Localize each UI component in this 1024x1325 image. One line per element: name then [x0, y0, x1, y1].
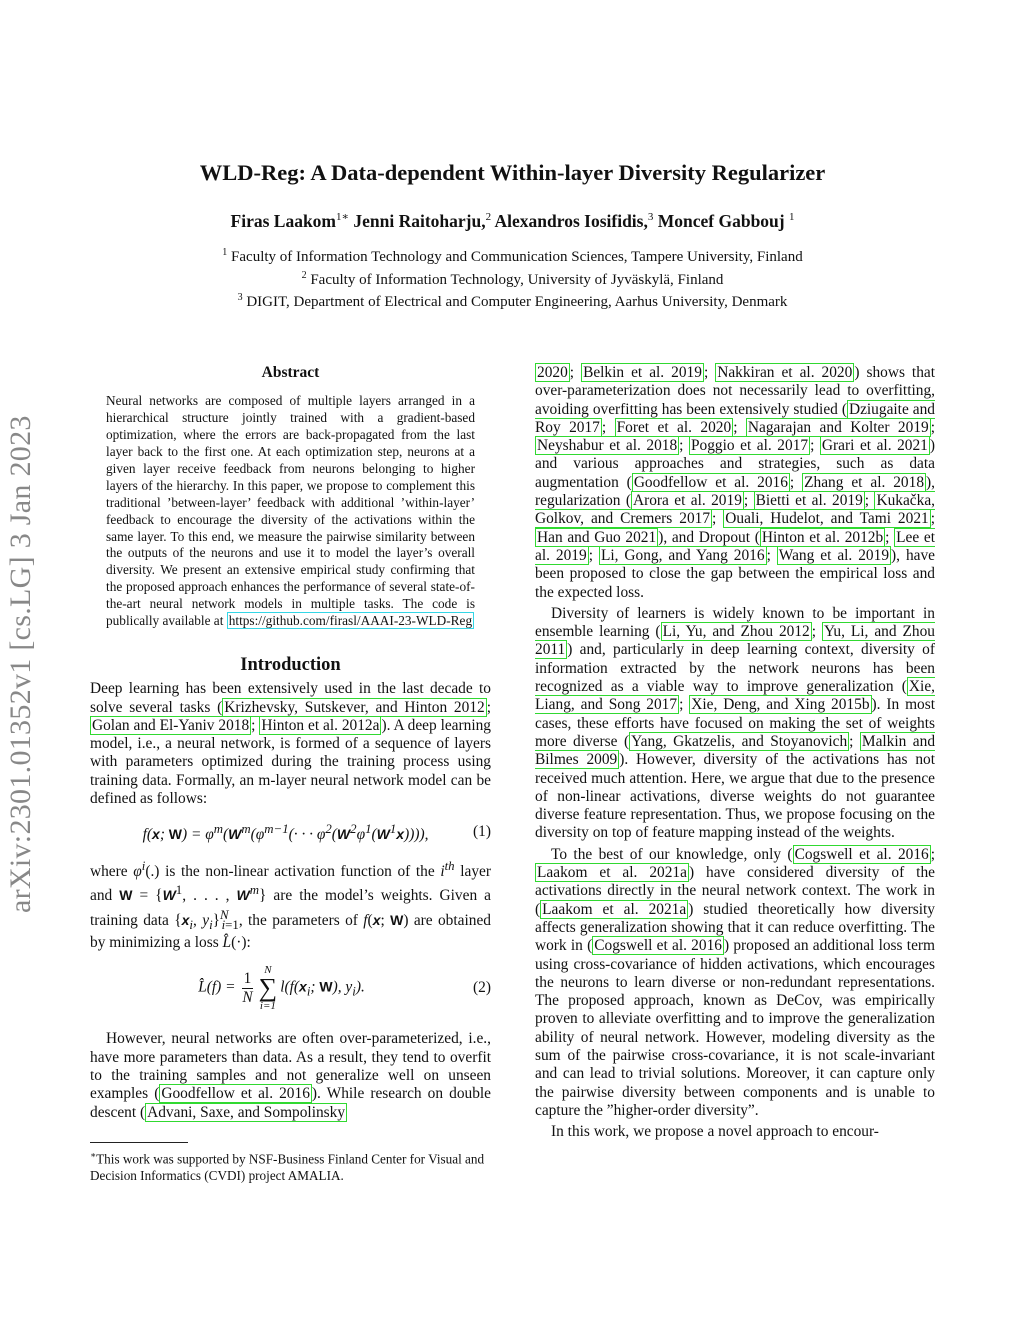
- citation-link[interactable]: Goodfellow et al. 2016: [633, 473, 788, 491]
- citation-link[interactable]: Bietti et al. 2019: [755, 492, 863, 510]
- citation-link[interactable]: Li, Gong, and Yang 2016: [600, 546, 765, 564]
- citation-link[interactable]: Hinton et al. 2012a: [261, 716, 380, 734]
- citation-link[interactable]: Yu, Li, and Zhou 2011: [535, 623, 936, 659]
- right-column: [535, 364, 935, 1141]
- paper-title: WLD-Reg: A Data-dependent Within-layer Diversity Regularizer: [199, 160, 826, 185]
- author-affil-mark: 2: [485, 211, 492, 223]
- affiliation-line: $^1$ Faculty of Information Technology and Communication Sciences, Tampere University, Finland: [222, 247, 803, 265]
- body-paragraph: 2020 ; Belkin et al. 2019 ; Nakkiran et al. 2020 ) shows that over-parameterization does not necessarily lead to overfitting, avoiding overfitting has been extensively studied ( Dziugaite and Roy 2017 ; Foret et al. 2020 ; Nagarajan and Kolter 2019 ; Neyshabur et al. 2018 ; Poggio et al. 2017 ; Grari et al. 2021 ) and various approaches and strategies, such as data augmentation ( Goodfellow et al. 2016 ; Zhang et al. 2018 ), regularization ( Arora et al. 2019 ; Bietti et al. 2019 ; Kukačka, Golkov, and Cremers 2017 ; Ouali, Hudelot, and Tami 2021 ; Han and Guo 2021 ), and Dropout ( Hinton et al. 2012b ; Lee et al. 2019 ; Li, Gong, and Yang 2016 ; Wang et al. 2019 ), have been proposed to close the gap between the empirical loss and the expected loss.: [535, 364, 936, 601]
- citation-link[interactable]: Golan and El-Yaniv 2018: [92, 716, 250, 734]
- citation-link[interactable]: Malkin and Bilmes 2009: [535, 732, 936, 769]
- citation-link[interactable]: Goodfellow et al. 2016: [161, 1085, 310, 1103]
- intro-paragraph: where $\varphi^i(.)$ is the non-linear activation function of the $i^{th}$ layer and $W = \{W^1$, . . . , $W^m$} are the model’s weights. Given a training data {$x_i$, $y_i\}^N_{i=1}$, the parameters of f(x; W) are obtained by minimizing a loss L̂(·):: [90, 858, 491, 952]
- abstract-text: Neural networks are composed of multiple layers arranged in a hierarchical structure jointly trained with a gradient-based optimization, where the errors are back-propagated from the last layer back to the first one. At each optimization step, neurons at a given layer receive feedback from neurons belonging to higher layers of the hierarchy. In this paper, we propose to complement this traditional ’between-layer’ feedback with additional ’within-layer’ feedback to encourage the diversity of the activations within the same layer. To this end, we measure the pairwise similarity between the outputs of the neurons and use it to model the layer’s overall diversity. We present an extensive empirical study confirming that the proposed approach enhances the performance of several state-of-the-art neural network models in multiple tasks. The code is publically available at https://github.com/firasl/AAAI-23-WLD-Reg: [106, 393, 475, 629]
- author-affil-mark: 1∗: [336, 211, 349, 223]
- citation-link[interactable]: Foret et al. 2020: [616, 418, 732, 436]
- intro-paragraph: However, neural networks are often over-parameterized, i.e., have more parameters than data. As a result, they tend to overfit to the training samples and not generalize well on unseen examples ( Goodfellow et al. 2016 ). While research on double descent ( Advani, Saxe, and Sompolinsky: [90, 1030, 492, 1121]
- citation-link[interactable]: Arora et al. 2019: [632, 492, 742, 510]
- equation-1: [98, 820, 491, 844]
- citation-link[interactable]: Neyshabur et al. 2018: [537, 437, 678, 455]
- citation-link[interactable]: Cogswell et al. 2016: [594, 937, 722, 955]
- citation-link[interactable]: Lee et al. 2019: [535, 528, 935, 564]
- footnote: ∗This work was supported by NSF-Business Finland Center for Visual and Decision Informatics (CVDI) project AMALIA.: [90, 1149, 485, 1183]
- equation-1-formula: f(x; $W) = \varphi^m(W^m(\varphi^{m-1}(\cdot$ · · $\varphi^2(W^2\varphi^1(W^1x))$)),: [142, 822, 429, 844]
- author-list: [90, 210, 935, 232]
- affiliations: [90, 244, 935, 312]
- citation-link[interactable]: Li, Yu, and Zhou 2012: [662, 623, 810, 641]
- footnote-rule: [90, 1142, 188, 1143]
- intro-paragraph: Deep learning has been extensively used in the last decade to solve several tasks ( Krizhevsky, Sutskever, and Hinton 2012 ; Golan and El-Yaniv 2018 ; Hinton et al. 2012a ). A deep learning model, i.e., a neural network, is formed of a sequence of layers with parameters optimized during the training process using training data. Formally, an m-layer neural network model can be defined as follows:: [90, 680, 491, 808]
- citation-link[interactable]: Laakom et al. 2021a: [542, 900, 687, 918]
- citation-link[interactable]: Xie, Liang, and Song 2017: [535, 678, 935, 714]
- code-link[interactable]: https://github.com/firasl/AAAI-23-WLD-Reg: [228, 613, 473, 629]
- citation-link[interactable]: Krizhevsky, Sutskever, and Hinton 2012: [224, 698, 485, 716]
- affiliation-line: $^3$ DIGIT, Department of Electrical and Computer Engineering, Aarhus University, Denmark: [237, 292, 788, 310]
- body-paragraph: Diversity of learners is widely known to be important in ensemble learning ( Li, Yu, and Zhou 2012 ; Yu, Li, and Zhou 2011 ) and, particularly in deep learning context, diversity of information extracted by the network neurons has been recognized as a viable way to improve generalization ( Xie, Liang, and Song 2017 ; Xie, Deng, and Xing 2015b ). In most cases, these efforts have focused on making the set of weights more diverse ( Yang, Gkatzelis, and Stoyanovich ; Malkin and Bilmes 2009 ). However, diversity of the activations has not received much attention. Here, we argue that due to the presence of non-linear activations, diverse weights do not guarantee diverse feature representation. Thus, we propose focusing on the diversity on top of feature mapping instead of the weights.: [535, 604, 936, 842]
- citation-link[interactable]: Han and Guo 2021: [537, 528, 657, 546]
- equation-2: [90, 964, 491, 1012]
- equation-number: (1): [473, 823, 491, 841]
- author-name: Alexandros Iosifidis,: [494, 210, 648, 231]
- citation-link[interactable]: Yang, Gkatzelis, and Stoyanovich: [631, 732, 848, 750]
- citation-link[interactable]: Wang et al. 2019: [778, 546, 890, 564]
- citation-link[interactable]: Zhang et al. 2018: [804, 473, 925, 491]
- citation-link[interactable]: Laakom et al. 2021a: [537, 864, 687, 882]
- author-affil-mark: 1: [788, 211, 795, 223]
- abstract-heading: Abstract: [261, 364, 320, 381]
- affiliation-line: $^2$ Faculty of Information Technology, University of Jyväskylä, Finland: [301, 269, 724, 288]
- citation-link[interactable]: Cogswell et al. 2016: [794, 845, 929, 863]
- author-affil-mark: 3: [647, 211, 654, 223]
- equation-number: (2): [473, 979, 491, 997]
- citation-link[interactable]: Belkin et al. 2019: [583, 364, 702, 381]
- introduction-heading: Introduction: [240, 654, 341, 675]
- citation-link[interactable]: Ouali, Hudelot, and Tami 2021: [725, 510, 929, 528]
- citation-link[interactable]: 2020: [537, 364, 568, 381]
- citation-link[interactable]: Xie, Deng, and Xing 2015b: [691, 696, 870, 714]
- citation-link[interactable]: Grari et al. 2021: [821, 437, 928, 455]
- citation-link[interactable]: Nakkiran et al. 2020: [717, 364, 853, 381]
- arxiv-stamp: arXiv:2301.01352v1 [cs.LG] 3 Jan 2023: [4, 415, 37, 913]
- author-name: Jenni Raitoharju,: [353, 210, 486, 231]
- citation-link[interactable]: Kukačka, Golkov, and Cremers 2017: [535, 492, 936, 528]
- citation-link[interactable]: Hinton et al. 2012b: [761, 528, 884, 546]
- left-column: [90, 364, 491, 1184]
- citation-link[interactable]: Poggio et al. 2017: [690, 437, 809, 455]
- equation-2-formula: L̂(f) = $\frac{1}{N}$ N ∑ i=1 $l(f(x_i$; W), $y_i$).: [198, 964, 365, 1013]
- body-paragraph: To the best of our knowledge, only ( Cogswell et al. 2016 ; Laakom et al. 2021a ) have considered diversity of the activations directly in the neural network context. The work in ( Laakom et al. 2021a ) studied theoretically how diversity affects generalization showing that it can reduce overfitting. The work in ( Cogswell et al. 2016 ) proposed an additional loss term using cross-covariance of hidden activations, which encourages the neurons to learn diverse or non-redundant representations. The proposed approach, known as DeCov, was empirically proven to alleviate overfitting and to improve the generalization ability of neural network. However, modeling diversity as the sum of the pairwise cross-covariance, it is not scale-invariant and can lead to trivial solutions. Moreover, it can capture only the pairwise diversity between components and is unable to capture the ”higher-order diversity”.: [535, 845, 936, 1119]
- citation-link[interactable]: Nagarajan and Kolter 2019: [747, 418, 929, 436]
- citation-link[interactable]: Dziugaite and Roy 2017: [535, 400, 935, 436]
- citation-link[interactable]: Advani, Saxe, and Sompolinsky: [147, 1103, 346, 1121]
- author-name: Moncef Gabbouj: [657, 210, 785, 231]
- author-name: Firas Laakom: [230, 210, 337, 231]
- body-paragraph: In this work, we propose a novel approach to encour-: [551, 1123, 879, 1141]
